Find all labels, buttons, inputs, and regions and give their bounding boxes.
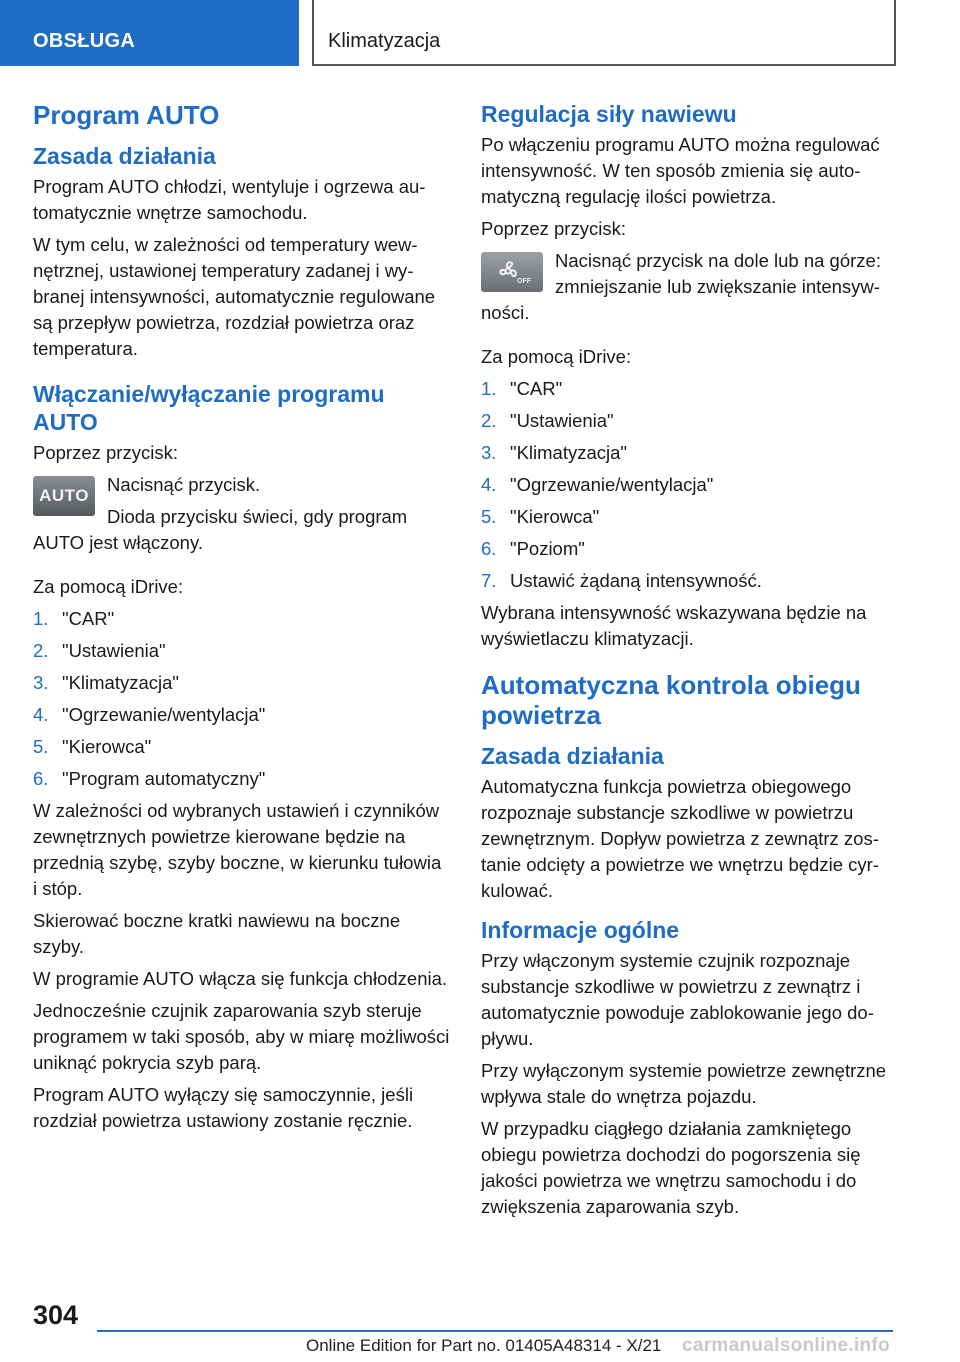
fan-icon	[492, 258, 532, 286]
step-number: 1.	[481, 378, 497, 399]
watermark: carmanualsonline.info	[682, 1335, 890, 1356]
heading-general-info: Informacje ogólne	[481, 917, 680, 943]
paragraph: Jednocześnie czujnik zaparowania szyb steruje programem w taki sposób, aby w miarę możliwości uniknąć pokrycia szyb parą.	[33, 1000, 450, 1073]
fan-off-button-icon	[481, 252, 543, 292]
paragraph: W zależności od wybranych ustawień i czynników zewnętrznych powietrze kierowane będzie na przednią szybę, szyby boczne, w kierunku tułowia i stóp.	[33, 800, 442, 899]
step-number: 4.	[33, 704, 49, 725]
via-button-label: Poprzez przycisk:	[481, 218, 626, 239]
step-number: 1.	[33, 608, 49, 629]
paragraph: Skierować boczne kratki nawiewu na boczne szyby.	[33, 910, 401, 957]
heading-recirculation: Automatyczna kontrola obiegu powietrza	[481, 670, 861, 730]
step-number: 4.	[481, 474, 497, 495]
list-item	[481, 408, 899, 434]
step-number: 6.	[33, 768, 49, 789]
list-item	[33, 638, 450, 664]
step-text: "Ogrzewanie/wentylacja"	[510, 474, 714, 495]
page-number: 304	[33, 1300, 79, 1330]
step-text: "CAR"	[62, 608, 115, 629]
step-text: "CAR"	[510, 378, 563, 399]
list-item	[481, 376, 899, 402]
via-button-label: Poprzez przycisk:	[33, 442, 178, 463]
paragraph: Po włączeniu programu AUTO można regulować intensywność. W ten sposób zmienia się automatyczną regulację ilości powietrza.	[481, 134, 880, 207]
step-number: 2.	[481, 410, 497, 431]
step-number: 2.	[33, 640, 49, 661]
section-title: Klimatyzacja	[312, 0, 896, 66]
page-header	[0, 0, 960, 66]
list-item	[481, 472, 899, 498]
right-column	[481, 100, 899, 1226]
step-text: "Program automatyczny"	[62, 768, 266, 789]
paragraph: Przy wyłączonym systemie powietrze zewnętrzne wpływa stale do wnętrza pojazdu.	[481, 1060, 887, 1107]
heading-principle: Zasada działania	[481, 743, 664, 769]
led-note: Dioda przycisku świeci, gdy program AUTO jest włączony.	[33, 506, 408, 553]
paragraph: W przypadku ciągłego działania zamkniętego obiegu powietrza dochodzi do pogorszenia się jakości powietrza we wnętrzu samochodu i do zwiększenia zaparowania szyb.	[481, 1118, 861, 1217]
paragraph: W tym celu, w zależności od temperatury wewnętrznej, ustawionej temperatury zadanej i wybranej intensywności, automatycznie regulowane są przepływ powietrza, rozdział powietrza oraz temperatura.	[33, 234, 436, 359]
auto-button-icon	[33, 476, 95, 516]
step-number: 5.	[481, 506, 497, 527]
list-item	[33, 702, 450, 728]
via-idrive-label: Za pomocą iDrive:	[33, 576, 184, 597]
svg-text:OFF: OFF	[517, 278, 531, 285]
paragraph: Wybrana intensywność wskazywana będzie na wyświetlaczu klimatyzacji.	[481, 602, 867, 649]
list-item	[33, 606, 450, 632]
step-text: "Klimatyzacja"	[62, 672, 179, 693]
fan-button-instruction	[481, 248, 899, 332]
via-idrive-label: Za pomocą iDrive:	[481, 346, 632, 367]
step-text: "Ogrzewanie/wentylacja"	[62, 704, 266, 725]
paragraph: W programie AUTO włącza się funkcja chłodzenia.	[33, 968, 448, 989]
edition-note: Online Edition for Part no. 01405A48314 - X/21	[306, 1336, 662, 1355]
paragraph: Program AUTO wyłączy się samoczynnie, jeśli rozdział powietrza ustawiony zostanie ręcznie.	[33, 1084, 414, 1131]
list-item	[33, 766, 450, 792]
heading-program-auto: Program AUTO	[33, 100, 220, 130]
step-text: "Poziom"	[510, 538, 585, 559]
step-number: 3.	[33, 672, 49, 693]
heading-on-off: Włączanie/wyłączanie programu AUTO	[33, 381, 385, 435]
footer-divider	[97, 1330, 893, 1332]
list-item	[481, 568, 899, 594]
list-item	[481, 536, 899, 562]
step-text: "Ustawienia"	[62, 640, 166, 661]
step-text: Ustawić żądaną intensywność.	[510, 570, 762, 591]
step-text: "Kierowca"	[510, 506, 600, 527]
step-number: 5.	[33, 736, 49, 757]
idrive-steps-list	[33, 606, 450, 792]
idrive-steps-list	[481, 376, 899, 594]
list-item	[481, 440, 899, 466]
step-number: 7.	[481, 570, 497, 591]
step-text: "Ustawienia"	[510, 410, 614, 431]
step-text: "Kierowca"	[62, 736, 152, 757]
list-item	[481, 504, 899, 530]
step-text: "Klimatyzacja"	[510, 442, 627, 463]
list-item	[33, 670, 450, 696]
auto-button-label: AUTO	[39, 486, 89, 505]
paragraph: Automatyczna funkcja powietrza obiegowego rozpoznaje substancje szkodliwe w powietrzu zewnętrznym. Dopływ powietrza z zewnątrz zostanie odcięty a powietrze we wnętrzu będzie cyrkulować.	[481, 776, 879, 901]
chapter-tab: OBSŁUGA	[0, 0, 299, 66]
paragraph: Przy włączonym systemie czujnik rozpoznaje substancje szkodliwe w powietrzu z zewnątrz i automatycznie powoduje zablokowanie jego dopływu.	[481, 950, 874, 1049]
left-column	[33, 100, 450, 1140]
heading-intensity: Regulacja siły nawiewu	[481, 101, 737, 127]
paragraph: Program AUTO chłodzi, wentyluje i ogrzewa automatycznie wnętrze samochodu.	[33, 176, 426, 223]
press-instruction: Nacisnąć przycisk na dole lub na górze: zmniejszanie lub zwiększanie intensywności.	[481, 250, 881, 323]
step-number: 3.	[481, 442, 497, 463]
auto-button-instruction	[33, 472, 450, 562]
list-item	[33, 734, 450, 760]
press-instruction: Nacisnąć przycisk.	[107, 474, 261, 495]
step-number: 6.	[481, 538, 497, 559]
heading-principle: Zasada działania	[33, 143, 216, 169]
